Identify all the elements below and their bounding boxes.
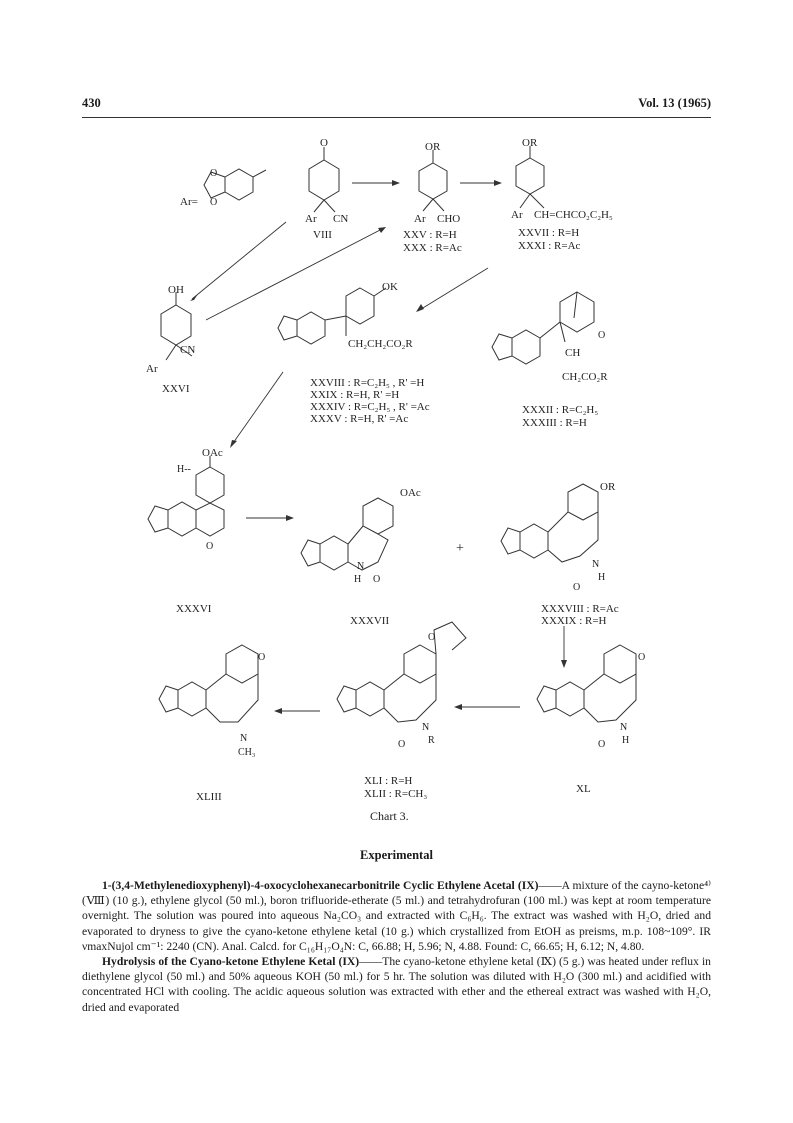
svg-text:OAc: OAc	[400, 487, 421, 499]
svg-text:CH₂CO₂R: CH₂CO₂R	[562, 371, 608, 383]
svg-text:N: N	[240, 733, 248, 744]
svg-text:OR: OR	[425, 141, 441, 153]
svg-text:O: O	[210, 168, 218, 179]
svg-text:+: +	[456, 541, 464, 556]
label-xxxii: XXXII : R=C₂H₅	[522, 404, 599, 416]
paragraph	[82, 878, 711, 954]
ar-definition: Ar=	[180, 196, 198, 208]
svg-text:OR: OR	[600, 481, 616, 493]
svg-text:H: H	[622, 735, 630, 746]
experimental-body	[82, 878, 711, 1015]
svg-text:O: O	[598, 330, 606, 341]
svg-text:CH₃: CH₃	[238, 747, 256, 758]
section-title: Experimental	[360, 848, 433, 862]
svg-text:OH: OH	[168, 284, 184, 296]
svg-text:O: O	[598, 739, 606, 750]
label-xxxi: XXXI : R=Ac	[518, 240, 581, 252]
svg-text:N: N	[592, 559, 600, 570]
label-xxvii: XXVII : R=H	[518, 227, 580, 239]
label-xliii: XLIII	[196, 791, 222, 803]
label-xxxv: XXXV : R=H, R' =Ac	[310, 413, 409, 425]
page-number: 430	[82, 96, 101, 110]
paragraph-title: 1-(3,4-Methylenedioxyphenyl)-4-oxocyclohexanecarbonitrile Cyclic Ethylene Acetal (IX)	[102, 879, 539, 892]
label-xxx: XXX : R=Ac	[403, 242, 462, 254]
svg-text:N: N	[620, 722, 628, 733]
svg-text:N: N	[357, 561, 365, 572]
svg-text:O: O	[573, 582, 581, 593]
label-xxxix: XXXIX : R=H	[541, 615, 607, 627]
svg-text:CHO: CHO	[437, 213, 461, 225]
journal-volume: Vol. 13 (1965)	[638, 96, 711, 110]
label-xxvi: XXVI	[162, 383, 190, 395]
svg-text:O: O	[373, 574, 381, 585]
svg-text:O: O	[210, 197, 218, 208]
svg-text:Ar: Ar	[511, 209, 523, 221]
label-xlii: XLII : R=CH₃	[364, 788, 428, 800]
svg-text:Ar: Ar	[414, 213, 426, 225]
paragraph-title: Hydrolysis of the Cyano-ketone Ethylene Ketal (IX)	[102, 955, 360, 969]
svg-text:OAc: OAc	[202, 447, 223, 459]
reaction-arrows	[190, 180, 567, 714]
svg-text:H: H	[354, 574, 362, 585]
label-xxxvi: XXXVI	[176, 603, 212, 615]
svg-text:CH: CH	[565, 347, 581, 359]
label-viii: VIII	[313, 229, 332, 241]
svg-text:O: O	[398, 739, 406, 750]
header-rule	[82, 117, 711, 118]
svg-text:H: H	[598, 572, 606, 583]
svg-text:CN: CN	[180, 344, 196, 356]
svg-text:CH=CHCO₂C₂H₅: CH=CHCO₂C₂H₅	[534, 209, 613, 221]
svg-text:O: O	[206, 541, 214, 552]
svg-text:O: O	[258, 652, 266, 663]
svg-text:O: O	[428, 632, 436, 643]
chart-caption: Chart 3.	[370, 809, 409, 823]
label-xxxvii: XXXVII	[350, 615, 390, 627]
svg-text:H--: H--	[177, 464, 191, 475]
label-xxv: XXV : R=H	[403, 229, 457, 241]
label-xxviii: XXVIII : R=C₂H₅ , R' =H	[310, 377, 425, 389]
svg-text:OR: OR	[522, 137, 538, 149]
paragraph-text: ——The cyano-ketone ethylene ketal (Ⅸ) (5 g.) was heated under reflux in diethylene glycol (50 ml.) and 50% aqueous KOH (50 ml.) for 5 hr. The solution was diluted with H₂O (300 ml.) and acidified with concentrated HCl with cooling. The acidic aqueous solution was extracted with ether and the ethereal extract was washed with H₂O, dried and evaporated	[82, 955, 711, 1014]
paragraph-text: ——A mixture of the cayno-ketone⁴⁾ (Ⅷ) (10 g.), ethylene glycol (50 ml.), boron trifluoride-etherate (5 ml.) and tetrahydrofuran (100 ml.) was kept at room temperature overnight. The solution was poured into aqueous Na₂CO₃ and extracted with C₆H₆. The extract was washed with H₂O, dried and evaporated to dryness to give the cyano-ketone ethylene ketal (10 g.) which crystallized from EtOH as preisms, m.p. 108~109°. IR νmaxNujol cm⁻¹: 2240 (CN). Anal. Calcd. for C₁₆H₁₇O₄N: C, 66.88; H, 5.96; N, 4.88. Found: C, 66.65; H, 6.12; N, 4.80.	[82, 879, 712, 953]
chemical-scheme	[0, 125, 793, 845]
label-xxix: XXIX : R=H, R' =H	[310, 389, 400, 401]
svg-text:R: R	[428, 735, 435, 746]
label-xli: XLI : R=H	[364, 775, 413, 787]
svg-text:OK: OK	[382, 281, 398, 293]
label-xl: XL	[576, 783, 591, 795]
paragraph	[82, 954, 711, 1015]
svg-text:O: O	[638, 652, 646, 663]
svg-text:N: N	[422, 722, 430, 733]
svg-text:Ar: Ar	[305, 213, 317, 225]
svg-text:CH₂CH₂CO₂R: CH₂CH₂CO₂R	[348, 338, 413, 350]
label-xxxiv: XXXIV : R=C₂H₅ , R' =Ac	[310, 401, 430, 413]
svg-text:Ar: Ar	[146, 363, 158, 375]
label-xxxiii: XXXIII : R=H	[522, 417, 587, 429]
svg-text:CN: CN	[333, 213, 349, 225]
svg-text:O: O	[320, 137, 328, 149]
label-xxxviii: XXXVIII : R=Ac	[541, 603, 619, 615]
